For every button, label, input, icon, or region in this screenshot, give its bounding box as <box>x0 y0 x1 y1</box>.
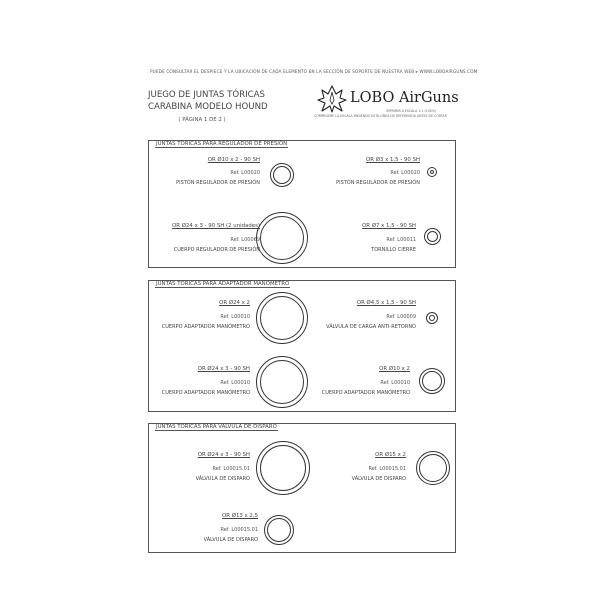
section-label: JUNTAS TÓRICAS PARA VÁLVULA DE DISPARO <box>156 424 277 430</box>
brand-logo <box>312 82 462 122</box>
ref-code: Ref. L00009 <box>386 314 416 320</box>
ref-code: Ref. L00015.01 <box>220 527 258 533</box>
ref-code: Ref. L00015.01 <box>368 466 406 472</box>
ref-code: Ref. L00010 <box>220 380 250 386</box>
ref-code: Ref. L00010 <box>380 380 410 386</box>
section-label: JUNTAS TÓRICAS PARA ADAPTADOR MANÓMETRO <box>156 281 290 287</box>
section-firing-valve <box>148 423 456 553</box>
brand-name: LOBO AirGuns <box>350 90 459 106</box>
ref-code: Ref. L00020 <box>390 170 420 176</box>
oring-spec: OR Ø24 x 2 <box>219 300 250 306</box>
title-line-1: JUEGO DE JUNTAS TÓRICAS <box>148 90 265 100</box>
page-indicator: ( PÁGINA 1 DE 2 ) <box>178 117 226 123</box>
brand-tagline-2: COMPRUEBE LA ESCALA MIDIENDO ESTA LÍNEA DE REFERENCIA ANTES DE CORTAR <box>314 114 447 118</box>
ref-code: Ref. L00010 <box>220 314 250 320</box>
oring-spec: OR Ø15 x 2 <box>375 452 406 458</box>
ref-code: Ref. L00015.01 <box>212 466 250 472</box>
part-name: VÁLVULA DE DISPARO <box>351 476 406 482</box>
oring-spec: OR Ø3 x 1,5 - 90 SH <box>366 157 420 163</box>
oring-4-5x1-5-icon <box>426 312 438 324</box>
part-name: CUERPO ADAPTADOR MANÓMETRO <box>321 390 410 396</box>
oring-spec: OR Ø10 x 2 - 90 SH <box>207 157 260 163</box>
oring-spec: OR Ø24 x 3 - 90 SH <box>197 366 250 372</box>
oring-10x2-icon <box>419 368 445 394</box>
part-name: VÁLVULA DE CARGA ANTI-RETORNO <box>326 324 416 330</box>
oring-spec: OR Ø10 x 2 <box>379 366 410 372</box>
oring-spec: OR Ø24 x 3 - 90 SH (2 unidades) <box>172 223 260 229</box>
document-title <box>148 89 268 113</box>
oring-spec: OR Ø7 x 1,5 - 90 SH <box>362 223 416 229</box>
oring-10x2-icon <box>270 163 294 187</box>
part-name: PISTÓN REGULADOR DE PRESIÓN <box>336 180 420 186</box>
part-name: PISTÓN REGULADOR DE PRESIÓN <box>176 180 260 186</box>
oring-3x1-5-icon <box>427 167 437 177</box>
part-name: CUERPO ADAPTADOR MANÓMETRO <box>161 390 250 396</box>
part-name: VÁLVULA DE DISPARO <box>203 537 258 543</box>
ref-code: Ref. L00011 <box>386 237 416 243</box>
oring-13x2-5-icon <box>264 515 294 545</box>
part-name: CUERPO REGULADOR DE PRESIÓN <box>173 247 260 253</box>
oring-spec: OR Ø4,5 x 1,5 - 90 SH <box>356 300 416 306</box>
brand-tagline: IMPRIMIR A ESCALA 1:1 (100%) <box>386 109 437 113</box>
support-notice: PUEDE CONSULTAR EL DESPIECE Y LA UBICACIÓN DE CADA ELEMENTO EN LA SECCIÓN DE SOPORTE DE NUESTRA WEB ▸ WWW.LOBOAIRGUNS.COM <box>150 69 478 74</box>
oring-spec: OR Ø24 x 3 - 90 SH <box>197 452 250 458</box>
oring-7x1-5-icon <box>424 228 441 245</box>
part-name: TORNILLO CIERRE <box>371 247 416 253</box>
ref-code: Ref. L00020 <box>230 170 260 176</box>
part-name: VÁLVULA DE DISPARO <box>195 476 250 482</box>
title-line-2: CARABINA MODELO HOUND <box>148 102 268 112</box>
wolf-logo-icon <box>314 84 350 114</box>
oring-15x2-icon <box>416 451 450 485</box>
section-label: JUNTAS TÓRICAS PARA REGULADOR DE PRESIÓN <box>156 141 288 147</box>
ref-code: Ref. L00069 <box>230 237 260 243</box>
oring-spec: OR Ø13 x 2,5 <box>222 513 258 519</box>
part-name: CUERPO ADAPTADOR MANÓMETRO <box>161 324 250 330</box>
